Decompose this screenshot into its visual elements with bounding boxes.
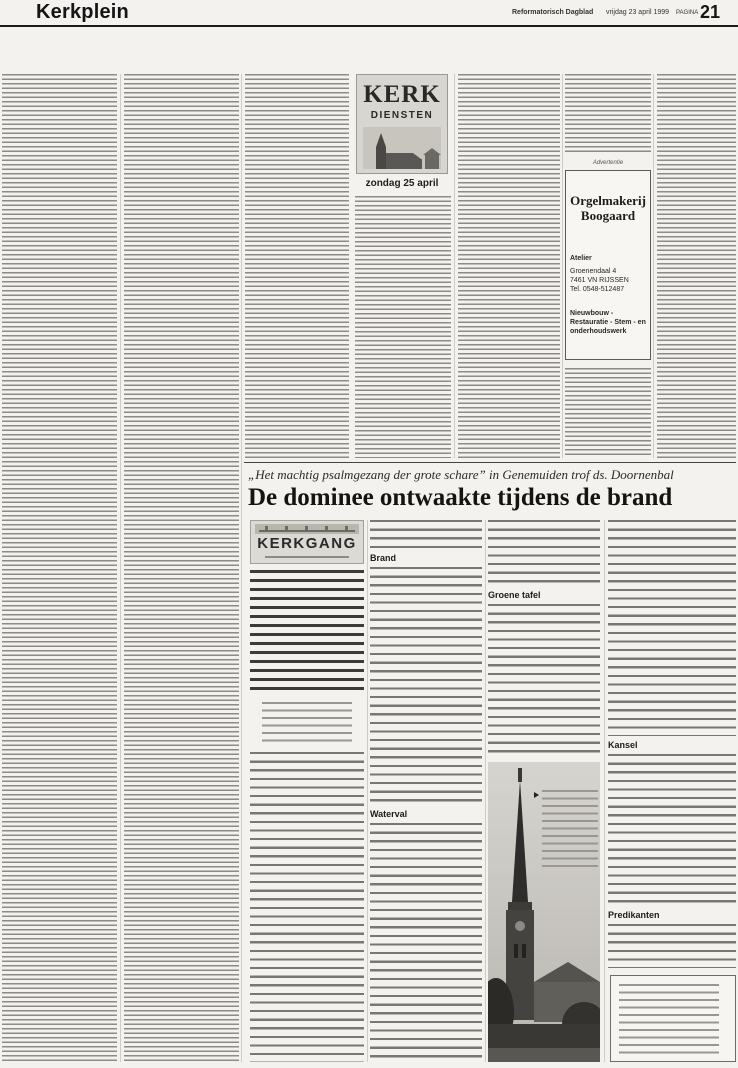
article-body-col-d3 xyxy=(608,924,736,968)
article-body-col-c1 xyxy=(488,520,600,586)
article-headline: De dominee ontwaakte tijdens de brand xyxy=(248,484,673,511)
issue-date: vrijdag 23 april 1999 xyxy=(606,9,670,16)
kerkdiensten-logo xyxy=(356,74,448,174)
article-body-col-d2 xyxy=(608,754,736,906)
caption-marker-icon xyxy=(534,792,539,798)
church-illustration-icon xyxy=(363,127,441,169)
listing-column-5 xyxy=(458,74,560,458)
address-line: 7461 VN RIJSSEN xyxy=(570,277,629,284)
advertiser-name-line-1: Orgelmakerij xyxy=(570,193,646,208)
advertisement-box xyxy=(565,170,651,360)
advertiser-services: Nieuwbouw - Restauratie - Stem - en onderhoudswerk xyxy=(570,310,646,335)
photo-caption xyxy=(542,790,598,868)
article-top-rule xyxy=(244,462,736,463)
advertiser-atelier: Atelier xyxy=(570,255,592,262)
address-line: Tel. 0548-512487 xyxy=(570,286,625,293)
column-divider xyxy=(367,520,368,1062)
kerkgang-logo-subline xyxy=(265,556,349,558)
masthead-rule xyxy=(0,25,738,27)
listing-column-2 xyxy=(124,74,239,1062)
column-divider xyxy=(604,520,605,1062)
listing-column-4 xyxy=(355,196,451,458)
subhead-waterval: Waterval xyxy=(370,809,408,819)
subhead-kansel: Kansel xyxy=(608,740,638,750)
kerkgang-logo-text: KERKGANG xyxy=(257,535,357,552)
article-body-col-a xyxy=(250,752,364,1062)
article-body-col-b1 xyxy=(370,520,482,550)
advertiser-address xyxy=(570,267,648,294)
article-verse xyxy=(262,702,352,744)
column-divider xyxy=(485,520,486,1062)
column-divider xyxy=(120,74,121,1062)
subhead-brand: Brand xyxy=(370,553,397,563)
advertiser-name xyxy=(568,193,648,223)
listing-column-3 xyxy=(245,74,349,458)
column-divider xyxy=(241,74,242,1062)
service-date: zondag 25 april xyxy=(365,178,439,189)
advertisement-label: Advertentie xyxy=(592,160,624,166)
kerkdiensten-logo-top: KERK xyxy=(363,81,441,108)
article-body-col-b3 xyxy=(370,823,482,1062)
column-divider xyxy=(653,74,654,458)
column-divider xyxy=(454,74,455,458)
listing-column-6-bottom xyxy=(565,368,651,458)
advertiser-name-line-2: Boogaard xyxy=(580,208,636,223)
article-body-col-c2 xyxy=(488,604,600,754)
kerkgang-logo xyxy=(250,520,364,564)
kerkdiensten-logo-bottom: DIENSTEN xyxy=(370,110,434,121)
address-line: Groenendaal 4 xyxy=(570,268,617,275)
newspaper-name: Reformatorisch Dagblad xyxy=(512,9,594,16)
section-title: Kerkplein xyxy=(36,1,129,23)
poem-box xyxy=(610,975,736,1062)
article-body-col-d1 xyxy=(608,520,736,736)
listing-column-6-top xyxy=(565,74,651,154)
article-body-col-b2 xyxy=(370,567,482,805)
page-label: PAGINA xyxy=(676,10,699,16)
poem-text xyxy=(619,984,719,1054)
article-lead xyxy=(250,570,364,694)
page-number: 21 xyxy=(700,2,721,22)
listing-column-7 xyxy=(657,74,736,458)
subhead-groene-tafel: Groene tafel xyxy=(488,590,541,600)
pews-illustration-icon xyxy=(255,524,359,534)
listing-column-1 xyxy=(2,74,117,1062)
article-kicker: „Het machtig psalmgezang der grote schare” in Genemuiden trof ds. Doornenbal xyxy=(248,467,674,482)
subhead-predikanten: Predikanten xyxy=(608,910,660,920)
column-divider xyxy=(562,74,563,458)
